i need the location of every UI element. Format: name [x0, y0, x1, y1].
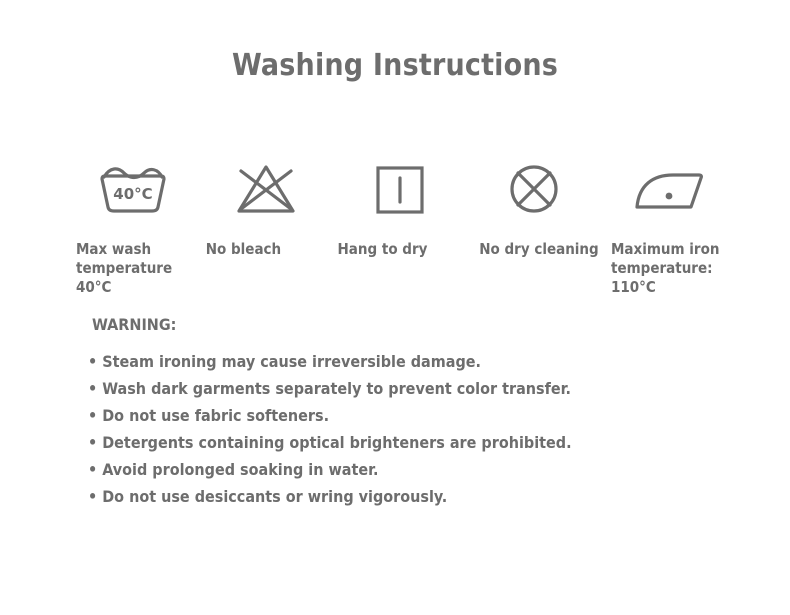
care-symbol-no-dry-cleaning — [471, 150, 599, 259]
list-item: • Steam ironing may cause irreversible damage. — [88, 352, 481, 371]
care-symbol-label: No bleach — [205, 240, 282, 258]
care-symbol-hang-to-dry — [338, 150, 463, 259]
care-symbol-no-bleach — [204, 150, 329, 259]
list-item: • Do not use desiccants or wring vigorously. — [88, 487, 448, 506]
care-symbol-label: No dry cleaning — [479, 240, 599, 258]
warning-list — [88, 348, 728, 510]
list-item: • Wash dark garments separately to prevent color transfer. — [88, 379, 571, 398]
care-symbol-label: Maximum iron temperature: 110°C — [611, 240, 720, 297]
hang-to-dry-square-icon — [338, 150, 463, 228]
wash-temperature-value: 40°C — [112, 185, 153, 203]
list-item: • Do not use fabric softeners. — [88, 406, 330, 425]
no-bleach-triangle-icon — [204, 150, 329, 228]
iron-one-dot-icon — [605, 150, 730, 228]
no-dry-cleaning-circle-icon — [471, 150, 596, 228]
page-title: Washing Instructions — [231, 48, 559, 83]
wash-tub-40c-icon — [70, 150, 195, 228]
care-symbol-label: Hang to dry — [337, 240, 428, 258]
care-symbols-row — [70, 150, 730, 298]
care-symbol-label: Max wash temperature 40°C — [76, 240, 173, 297]
list-item: • Detergents containing optical brighteners are prohibited. — [88, 433, 572, 452]
care-symbol-wash-temperature — [70, 150, 195, 298]
list-item: • Avoid prolonged soaking in water. — [88, 460, 379, 479]
warning-heading: WARNING: — [92, 315, 177, 334]
care-symbol-iron-temperature — [605, 150, 730, 298]
